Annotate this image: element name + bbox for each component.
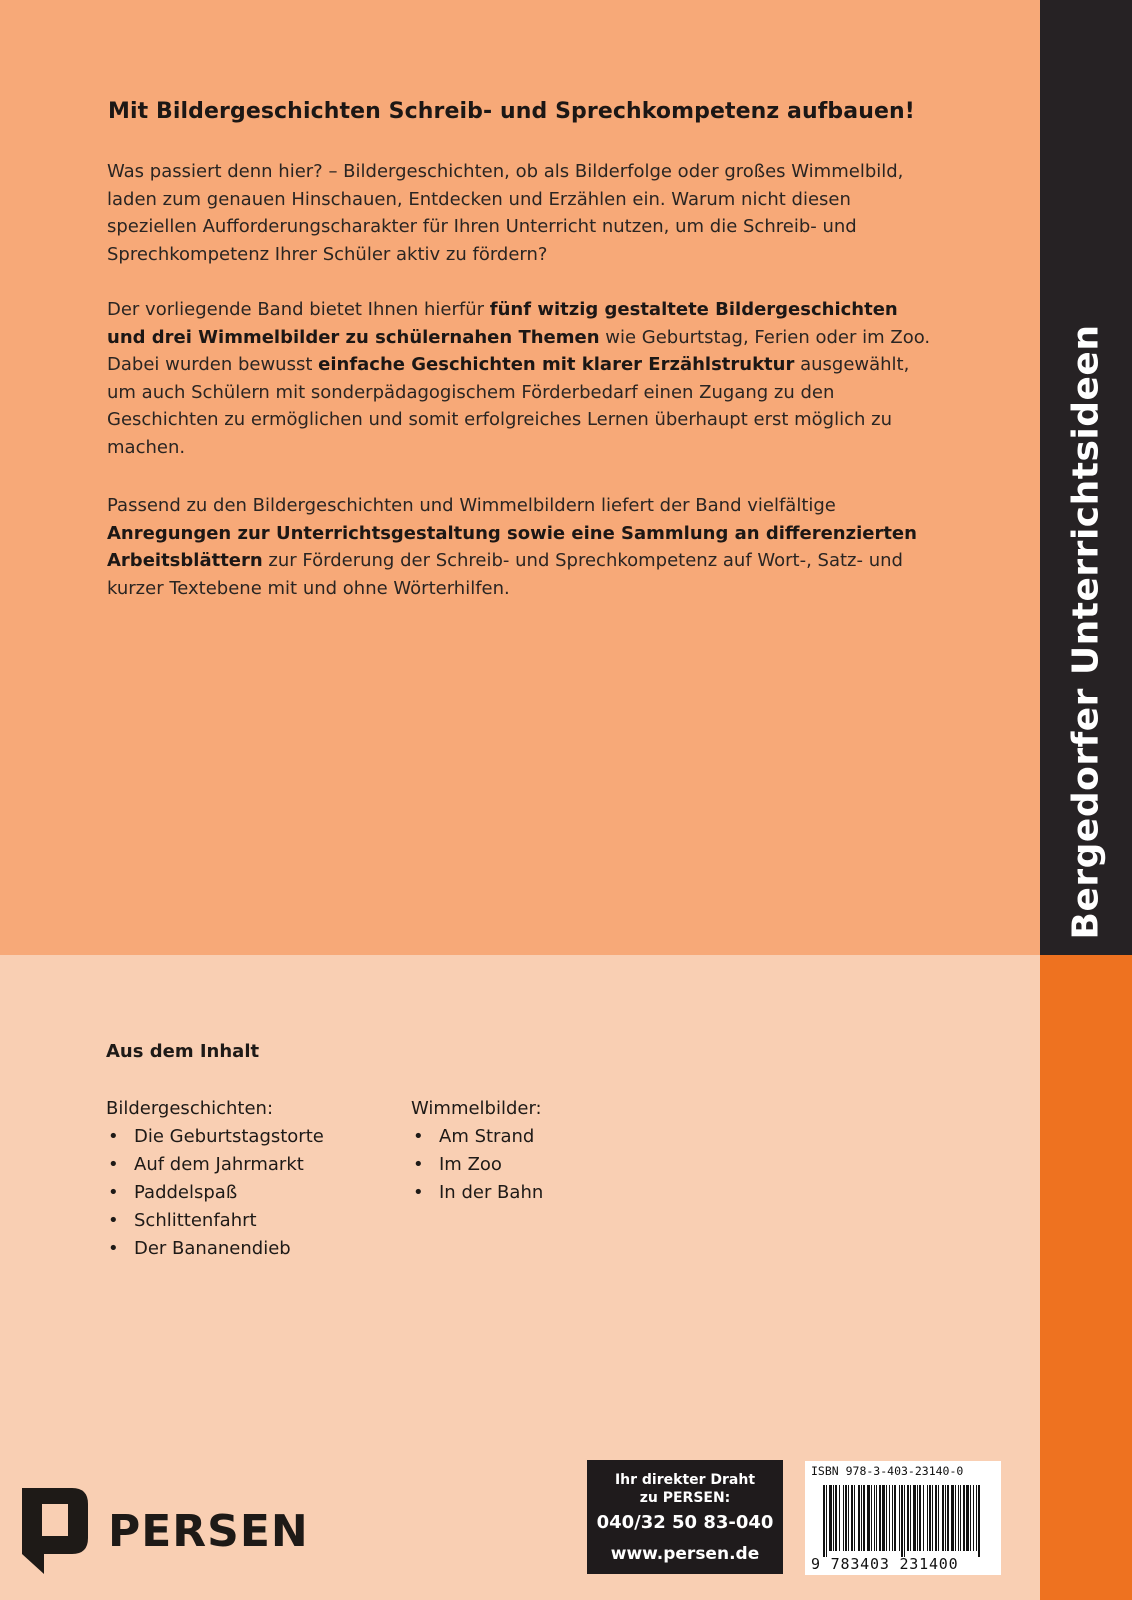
series-title: Bergedorfer Unterrichtsideen: [1065, 324, 1107, 940]
hotline-line: zu PERSEN:: [639, 1490, 731, 1506]
barcode-bar: [874, 1485, 875, 1551]
barcode-bar: [907, 1485, 909, 1551]
list-item: • Am Strand: [411, 1123, 543, 1151]
barcode-bar: [892, 1485, 893, 1551]
barcode-bar: [871, 1485, 872, 1551]
barcode-bar: [958, 1485, 959, 1551]
barcode-bar: [923, 1485, 924, 1551]
hotline-line: Ihr direkter Draht: [614, 1472, 756, 1488]
barcode-bar: [851, 1485, 853, 1551]
barcode-bar: [945, 1485, 946, 1551]
barcode-bar: [927, 1485, 928, 1551]
barcode-bar: [899, 1485, 900, 1551]
barcode-bar: [963, 1485, 965, 1551]
contents-heading: Aus dem Inhalt: [106, 1041, 260, 1062]
barcode-bar: [867, 1485, 870, 1551]
list-item: • In der Bahn: [411, 1179, 543, 1207]
picture-stories-list: [106, 1095, 324, 1263]
hotline-box: [587, 1460, 783, 1574]
isbn-barcode-box: [805, 1461, 1001, 1575]
barcode-bar: [960, 1485, 961, 1551]
barcode-bar: [947, 1485, 949, 1551]
barcode-bar: [858, 1485, 860, 1551]
paragraph-text: Passend zu den Bildergeschichten und Wimmelbildern liefert der Band vielfältige: [107, 495, 836, 516]
barcode-bar: [942, 1485, 944, 1551]
hotline-website: www.persen.de: [610, 1544, 760, 1564]
barcode-bar: [938, 1485, 939, 1551]
list-item: • Der Bananendieb: [106, 1235, 324, 1263]
barcode-bar: [913, 1485, 916, 1551]
list-item: • Schlittenfahrt: [106, 1207, 324, 1235]
barcode-bar: [889, 1485, 890, 1551]
paragraph-text: wie Geburtstag, Ferien oder im Zoo. Dabei wurden bewusst: [107, 326, 931, 375]
barcode-bar: [917, 1485, 918, 1551]
barcode-bar: [863, 1485, 865, 1551]
paragraph-text: zur Förderung der Schreib- und Sprechkompetenz auf Wort-, Satz- und kurzer Textebene mit und ohne Wörterhilfen.: [107, 550, 903, 599]
barcode-bar: [894, 1485, 896, 1551]
barcode-bar: [929, 1485, 931, 1551]
barcode-bar: [886, 1485, 887, 1551]
spine-orange-band: [1040, 955, 1132, 1600]
paragraph-text: ausgewählt, um auch Schülern mit sonderpädagogischem Förderbedarf einen Zugang zu den Geschichten zu ermöglichen und somit erfolgreiches Lernen überhaupt erst möglich zu machen.: [107, 354, 910, 458]
barcode-bar: [976, 1485, 977, 1551]
barcode-bar: [829, 1485, 832, 1551]
barcode-bar: [845, 1485, 847, 1551]
list-item: • Im Zoo: [411, 1151, 543, 1179]
barcode-bar: [932, 1485, 933, 1551]
barcode-icon: [805, 1479, 1001, 1559]
barcode-bar: [904, 1485, 905, 1557]
barcode-bar: [882, 1485, 885, 1551]
headline: Mit Bildergeschichten Schreib- und Sprechkompetenz aufbauen!: [108, 99, 915, 124]
list-item: • Paddelspaß: [106, 1179, 324, 1207]
paragraph-emphasis: Anregungen zur Unterrichtsgestaltung sowie eine Sammlung an differenzierten Arbeitsblättern: [107, 522, 917, 571]
barcode-bar: [833, 1485, 834, 1551]
barcode-bar: [823, 1485, 825, 1557]
list-item: • Die Geburtstagstorte: [106, 1123, 324, 1151]
list-label: Bildergeschichten:: [106, 1098, 274, 1119]
intro-paragraph: Was passiert denn hier? – Bildergeschichten, ob als Bilderfolge oder großes Wimmelbild, laden zum genauen Hinschauen, Entdecken und Erzählen ein. Warum nicht diesen speziellen Aufforderungscharakter für Ihren Unterricht nutzen, um die Schreib- und Sprechkompetenz Ihrer Schüler aktiv zu fördern?: [107, 161, 904, 265]
barcode-bar: [848, 1485, 849, 1551]
publisher-name: PERSEN: [108, 1505, 309, 1557]
paragraph-text: Der vorliegende Band bietet Ihnen hierfür: [107, 299, 490, 320]
barcode-bar: [843, 1485, 844, 1551]
barcode-bar: [955, 1485, 956, 1551]
hotline-phone: 040/32 50 83-040: [596, 1512, 774, 1533]
barcode-bar: [935, 1485, 937, 1551]
barcode-bar: [861, 1485, 862, 1551]
barcode-bar: [966, 1485, 969, 1551]
barcode-bar: [973, 1485, 974, 1551]
content-paragraph: [107, 296, 937, 461]
list-label: Wimmelbilder:: [411, 1098, 542, 1119]
barcode-bar: [876, 1485, 877, 1551]
paragraph-emphasis: fünf witzig gestaltete Bildergeschichten und drei Wimmelbilder zu schülernahen Themen: [107, 299, 898, 348]
barcode-bar: [854, 1485, 855, 1551]
paragraph-emphasis: einfache Geschichten mit klarer Erzählstruktur: [318, 354, 795, 375]
hidden-object-list: [411, 1095, 543, 1207]
barcode-bar: [826, 1485, 827, 1557]
barcode-bar: [879, 1485, 881, 1551]
barcode-bar: [919, 1485, 921, 1551]
persen-logo-icon: [22, 1488, 88, 1574]
barcode-bar: [910, 1485, 911, 1551]
isbn-number: ISBN 978-3-403-23140-0: [811, 1464, 964, 1478]
barcode-bar: [835, 1485, 837, 1551]
barcode-bar: [978, 1485, 980, 1557]
barcode-bar: [901, 1485, 903, 1557]
ean-number: 9 783403 231400: [811, 1555, 959, 1573]
barcode-bar: [951, 1485, 954, 1551]
hotline-caption: [587, 1471, 783, 1507]
barcode-bar: [839, 1485, 840, 1551]
publisher-logo: [22, 1488, 309, 1574]
barcode-bar: [970, 1485, 971, 1551]
list-item: • Auf dem Jahrmarkt: [106, 1151, 324, 1179]
materials-paragraph: [107, 492, 937, 602]
